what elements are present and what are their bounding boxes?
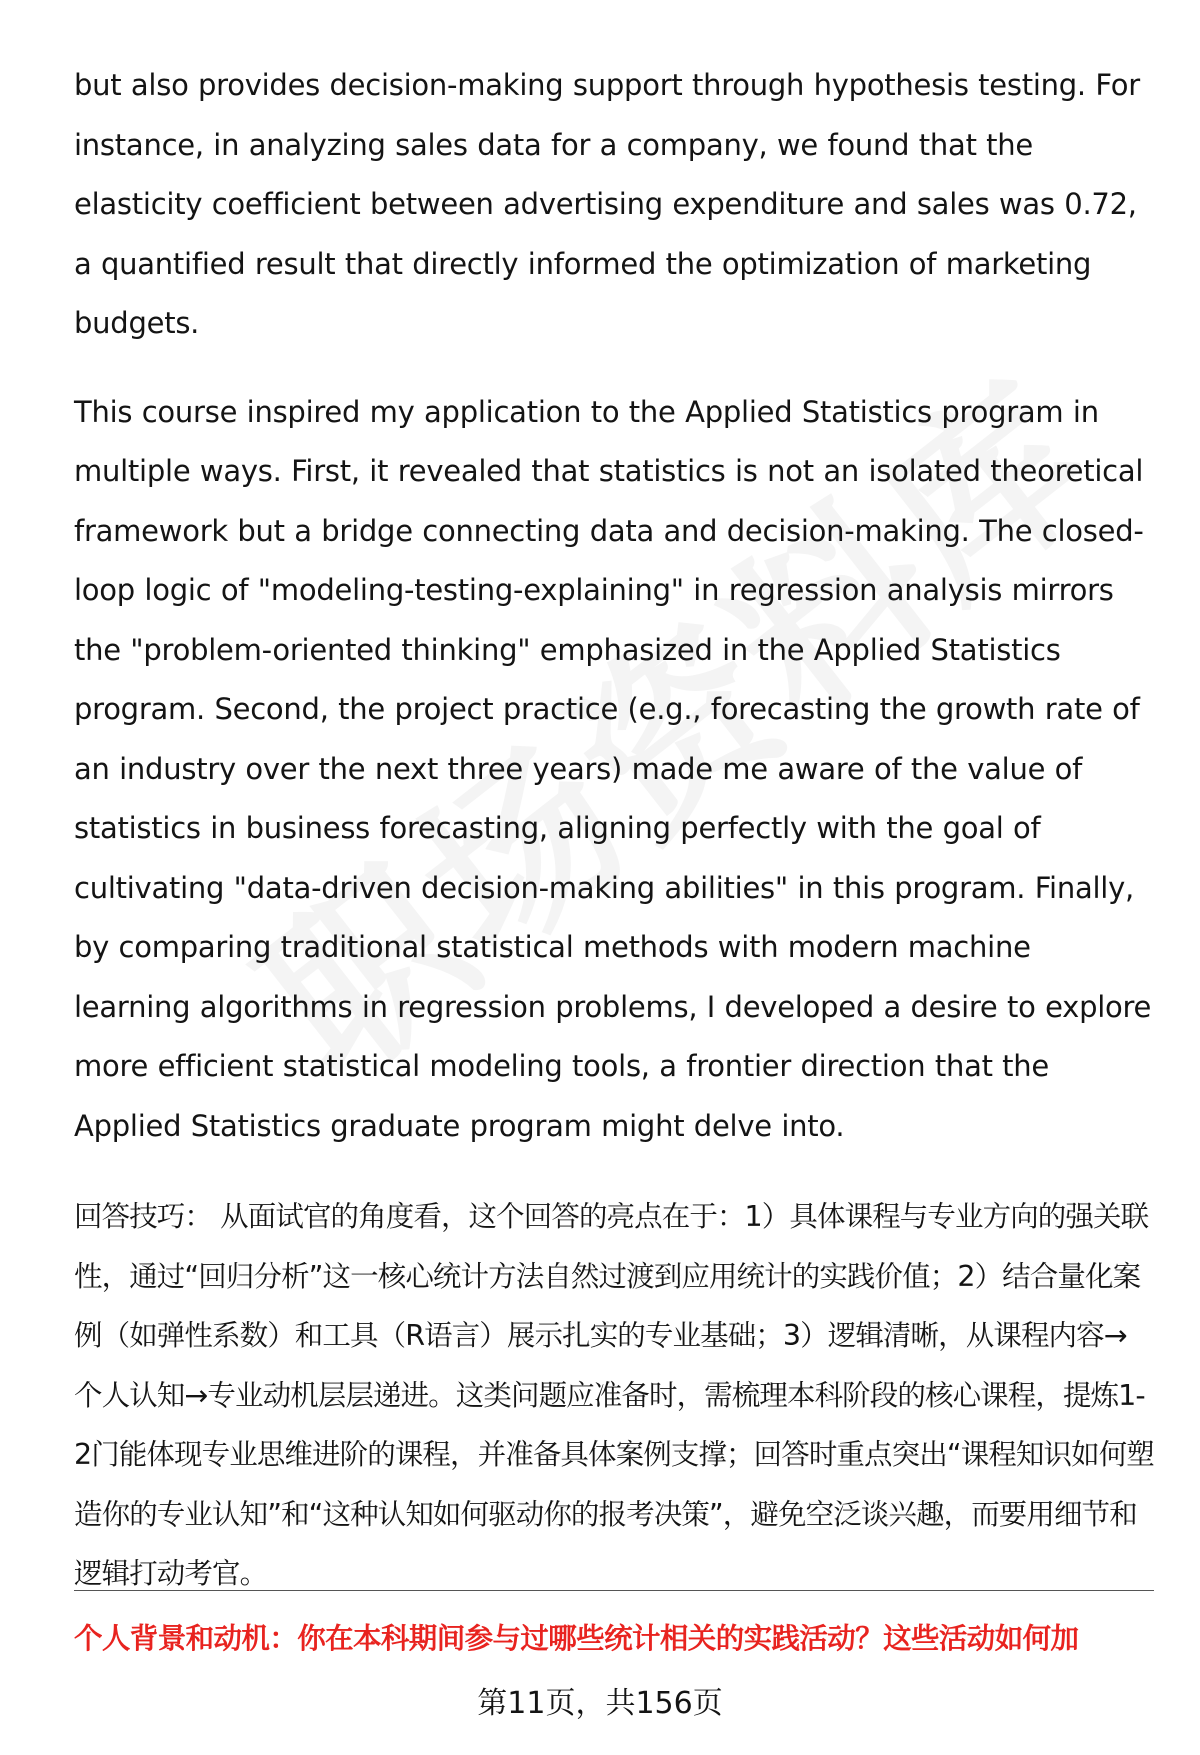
next-question-heading: 个人背景和动机：你在本科期间参与过哪些统计相关的实践活动？这些活动如何加 bbox=[74, 1622, 1079, 1655]
page-number: 第11页，共156页 bbox=[477, 1686, 723, 1721]
document-body bbox=[74, 56, 1154, 1632]
paragraph-2: This course inspired my application to the Applied Statistics program in multiple ways. First, it revealed that statistics is not an isolated theoretical framework but a bridge connecting data and decision-making. The closed-loop logic of "modeling-testing-explaining" in regression analysis mirrors the "problem-oriented thinking" emphasized in the Applied Statistics program. Second, the project practice (e.g., forecasting the growth rate of an industry over the next three years) made me aware of the value of statistics in business forecasting, aligning perfectly with the goal of cultivating "data-driven decision-making abilities" in this program. Finally, by comparing traditional statistical methods with modern machine learning algorithms in regression problems, I developed a desire to explore more efficient statistical modeling tools, a frontier direction that the Applied Statistics graduate program might delve into. bbox=[74, 394, 1152, 1143]
answer-tips: 回答技巧： 从面试官的角度看，这个回答的亮点在于：1）具体课程与专业方向的强关联性，通过“回归分析”这一核心统计方法自然过渡到应用统计的实践价值；2）结合量化案例（如弹性系数）和工具（R语言）展示扎实的专业基础；3）逻辑清晰，从课程内容→个人认知→专业动机层层递进。这类问题应准备时，需梳理本科阶段的核心课程，提炼1-2门能体现专业思维进阶的课程，并准备具体案例支撑；回答时重点突出“课程知识如何塑造你的专业认知”和“这种认知如何驱动你的报考决策”，避免空泛谈兴趣，而要用细节和逻辑打动考官。 bbox=[74, 1200, 1154, 1590]
divider bbox=[74, 1590, 1154, 1591]
paragraph-1: but also provides decision-making support through hypothesis testing. For instance, in analyzing sales data for a company, we found that the elasticity coefficient between advertising expenditure and sales was 0.72, a quantified result that directly informed the optimization of marketing budgets. bbox=[74, 68, 1140, 340]
